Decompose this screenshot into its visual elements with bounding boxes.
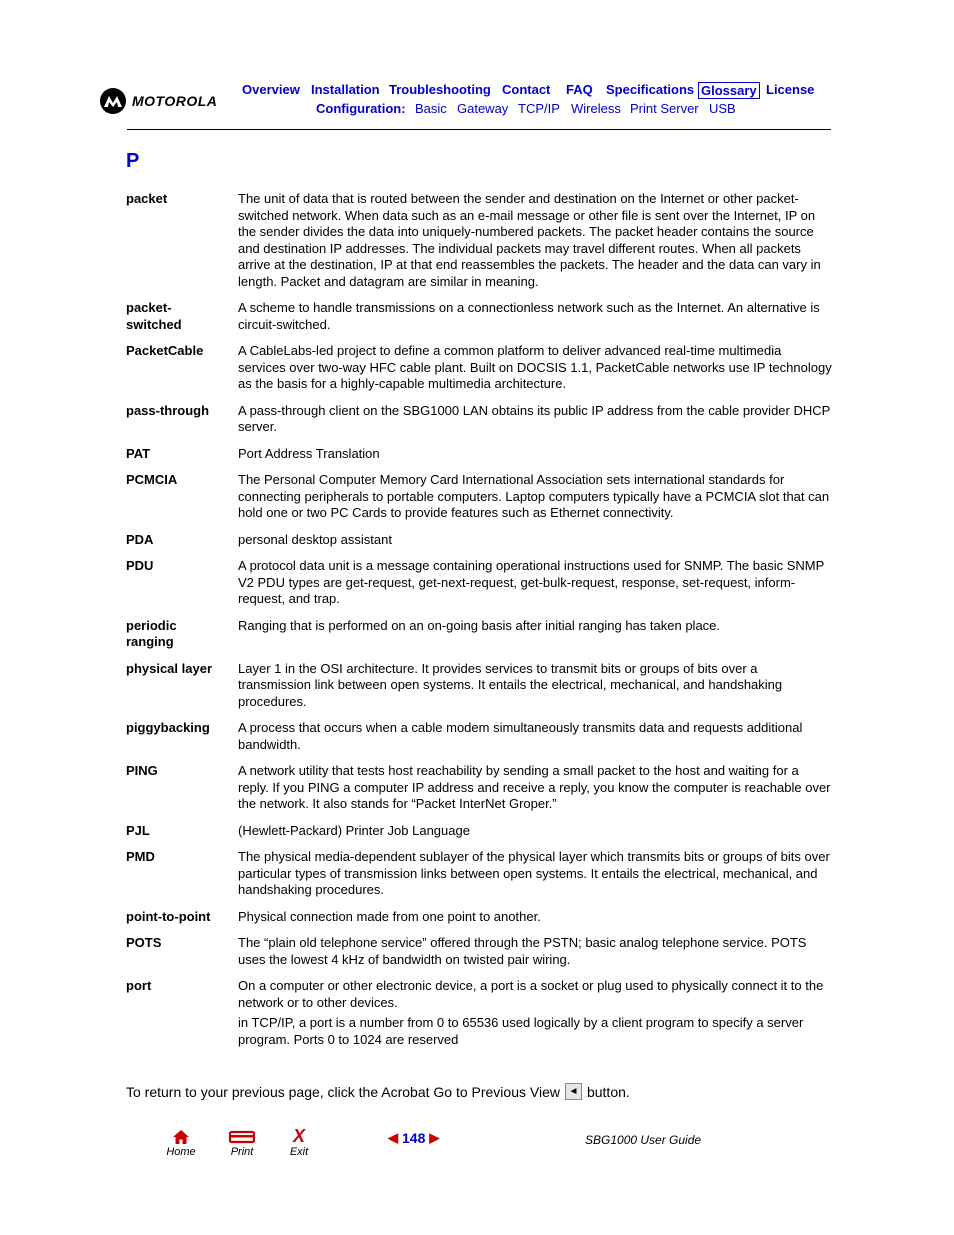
glossary-entry: [126, 935, 832, 968]
glossary-term: packet: [126, 191, 168, 206]
brand-name: MOTOROLA: [132, 93, 218, 109]
section-letter: P: [126, 150, 140, 172]
header-divider: [127, 129, 831, 130]
nav-specifications[interactable]: Specifications: [606, 82, 695, 97]
glossary-entry: [126, 720, 832, 753]
return-text-before: To return to your previous page, click the Acrobat Go to Previous View: [126, 1083, 560, 1100]
glossary-term: PING: [126, 763, 158, 778]
nav-faq[interactable]: FAQ: [566, 82, 593, 97]
print-label: Print: [230, 1146, 254, 1158]
glossary-term: port: [126, 978, 152, 993]
previous-page-arrow-icon[interactable]: ◀: [388, 1130, 398, 1145]
glossary-definition: Physical connection made from one point to another.: [238, 908, 541, 924]
nav-usb[interactable]: USB: [709, 101, 736, 116]
glossary-definition: On a computer or other electronic device, a port is a socket or plug used to physically connect it to the network or to other devices. in TCP/IP, a port is a number from 0 to 65536 used logically by a client program to specify a server program. Ports 0 to 1024 are reserved: [238, 978, 824, 1047]
glossary-definition: A scheme to handle transmissions on a connectionless network such as the Internet. An alternative is circuit-switched.: [238, 300, 820, 332]
nav-overview[interactable]: Overview: [242, 82, 300, 97]
configuration-label: Configuration:: [316, 101, 406, 116]
glossary-definition: Layer 1 in the OSI architecture. It provides services to transmit bits or groups of bits over a transmission link between open systems. It entails the electrical, mechanical, and handshaking procedures.: [238, 660, 783, 709]
nav-tcpip[interactable]: TCP/IP: [518, 101, 560, 116]
glossary-entry: [126, 446, 832, 463]
page-navigator: [388, 1130, 439, 1146]
glossary-entry: [126, 403, 832, 436]
glossary-definition: Ranging that is performed on an on-going basis after initial ranging has taken place.: [238, 617, 721, 633]
glossary-entry: [126, 472, 832, 522]
glossary-definition: Port Address Translation: [238, 445, 380, 461]
glossary-entry: [126, 823, 832, 840]
glossary-term: PacketCable: [126, 343, 204, 358]
glossary-definition: A pass-through client on the SBG1000 LAN obtains its public IP address from the cable provider DHCP server.: [238, 402, 831, 434]
glossary-entry: [126, 909, 832, 926]
nav-basic[interactable]: Basic: [415, 101, 447, 116]
home-button[interactable]: [164, 1129, 198, 1158]
home-icon: [172, 1129, 190, 1145]
glossary-entry: [126, 661, 832, 711]
exit-label: Exit: [289, 1146, 309, 1158]
guide-title: SBG1000 User Guide: [585, 1133, 702, 1147]
glossary-term: packet-switched: [126, 300, 182, 332]
glossary-definition: A network utility that tests host reachability by sending a small packet to the host and waiting for a reply. If you PING a computer IP address and receive a reply, you know the computer is reachable over the network. It also stands for “Packet InterNet Groper.”: [238, 763, 831, 811]
motorola-logo: [100, 88, 217, 114]
glossary-definition: A process that occurs when a cable modem simultaneously transmits data and requests additional bandwidth.: [238, 720, 803, 752]
nav-license[interactable]: License: [766, 82, 815, 97]
return-text-after: button.: [586, 1083, 630, 1100]
exit-button[interactable]: [286, 1127, 312, 1158]
glossary-definition: (Hewlett-Packard) Printer Job Language: [238, 822, 470, 838]
print-button[interactable]: [226, 1129, 258, 1158]
nav-glossary[interactable]: Glossary: [698, 82, 760, 99]
glossary-term: PAT: [126, 445, 151, 461]
return-instruction: [126, 1083, 630, 1100]
home-label: Home: [166, 1146, 196, 1158]
previous-view-icon[interactable]: ◄: [565, 1083, 582, 1100]
next-page-arrow-icon[interactable]: ▶: [429, 1130, 440, 1145]
page-header: [0, 0, 954, 135]
nav-troubleshooting[interactable]: Troubleshooting: [389, 82, 491, 97]
nav-print-server[interactable]: Print Server: [630, 101, 699, 116]
page-number: 148: [402, 1130, 426, 1146]
glossary-definition: personal desktop assistant: [238, 531, 392, 547]
motorola-batwing-icon: [100, 88, 126, 114]
glossary-term: POTS: [126, 935, 162, 950]
exit-x-icon: X: [292, 1126, 305, 1146]
glossary-term: physical layer: [126, 660, 212, 676]
glossary-term: periodic ranging: [126, 617, 177, 649]
printer-icon: [228, 1129, 256, 1145]
glossary-term: PDA: [126, 531, 154, 547]
glossary-term: PJL: [126, 822, 150, 838]
glossary-entry: [126, 849, 832, 899]
glossary-term: PMD: [126, 849, 155, 864]
glossary-term: PCMCIA: [126, 472, 178, 487]
glossary-term: point-to-point: [126, 908, 211, 924]
nav-contact[interactable]: Contact: [502, 82, 551, 97]
nav-gateway[interactable]: Gateway: [457, 101, 509, 116]
glossary-definition: The “plain old telephone service” offered through the PSTN; basic analog telephone service. POTS uses the lowest 4 kHz of bandwidth on twisted pair wiring.: [238, 935, 807, 967]
nav-installation[interactable]: Installation: [311, 82, 380, 97]
glossary-definition: A protocol data unit is a message containing operational instructions used for SNMP. The basic SNMP V2 PDU types are get-request, get-next-request, get-bulk-request, response, set-request, inform-request, and trap.: [238, 558, 825, 606]
glossary-entry: [126, 763, 832, 813]
glossary-definition: The physical media-dependent sublayer of the physical layer which transmits bits or groups of bits over particular types of transmission links between open systems. It entails the electrical, mechanical, and handshaking procedures.: [238, 849, 830, 897]
glossary-entry: [126, 191, 832, 290]
glossary-entry: [126, 618, 832, 651]
glossary-definition: The Personal Computer Memory Card International Association sets international standards for connecting peripherals to portable computers. Laptop computers typically have a PCMCIA slot that can hold one or two PC Cards to provide features such as Ethernet connectivity.: [238, 472, 830, 520]
glossary-term: piggybacking: [126, 720, 210, 735]
glossary-entry: [126, 532, 832, 549]
glossary-entry: [126, 343, 832, 393]
nav-wireless[interactable]: Wireless: [571, 101, 621, 116]
glossary-definition: The unit of data that is routed between the sender and destination on the Internet or other packet-switched network. When data such as an e-mail message or other file is sent over the Internet, IP on the sender divides the data into uniquely-numbered packets. The packet header contains the source and destination IP addresses. The individual packets may travel different routes. When all packets arrive at the destination, IP at that end reassembles the packets. The header and the data can vary in length. Packet and datagram are similar in meaning.: [238, 191, 821, 289]
glossary-entry: [126, 300, 832, 333]
glossary-entry: [126, 558, 832, 608]
glossary-entry: [126, 978, 832, 1048]
glossary-definition: A CableLabs-led project to define a common platform to deliver advanced real-time multimedia services over two-way HFC cable plant. Built on DOCSIS 1.1, PacketCable networks use IP technology as the basis for a highly-capable multimedia architecture.: [238, 343, 832, 391]
glossary-term: pass-through: [126, 402, 210, 418]
page-footer: [0, 1125, 954, 1165]
glossary-list: [126, 191, 832, 1058]
glossary-term: PDU: [126, 558, 154, 573]
